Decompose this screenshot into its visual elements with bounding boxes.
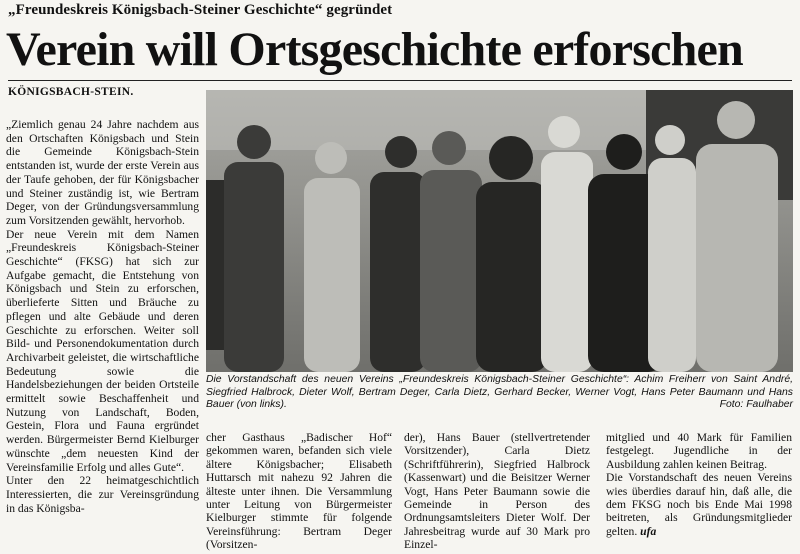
- paragraph-board: der), Hans Bauer (stellvertretender Vorsitzender), Carla Dietz (Schriftführerin), Siegfried Halbrock (Kassenwart) und die Beisitzer Werner Vogt, Hans Peter Baumann sowie die Gemeinde in Person des Ordnungsamtsleiters Dieter Wolf. Der Jahresbeitrag wurde auf 30 Mark pro Einzel-: [404, 431, 590, 552]
- group-photo: [206, 90, 793, 372]
- paragraph-fees: mitglied und 40 Mark für Familien festgelegt. Jugendliche in der Ausbildung zahlen keinen Beitrag.: [606, 431, 792, 471]
- headline: Verein will Ortsgeschichte erforschen: [6, 23, 743, 76]
- paragraph-goals: Der neue Verein mit dem Namen „Freundeskreis Königsbach-Steiner Geschichte“ (FKSG) hat sich zur Aufgabe gemacht, die Entstehung von Königsbach und Stein zu erforschen, überlieferte Sitten und Bräuche zu pflegen und alte Gebäude und deren Geschichte zu erforschen. Weiter soll Bild- und Personendokumentation durch Archivarbeit geleistet, die wirtschaftliche Bedeutung sowie die Handelsbeziehungen der beiden Ortsteile ermittelt sowie Beschaffenheit und Nutzung von Landschaft, Boden, Gestein, Flora und Fauna ergründet werden. Bürgermeister Bernd Kielburger wünschte „dem neuesten Kind der Vereinsfamilie Erfolg und alles Gute“.: [6, 227, 199, 474]
- paragraph-founding: [606, 471, 792, 538]
- article-column-2: [206, 431, 392, 552]
- photo-credit: Foto: Faulhaber: [719, 399, 793, 411]
- kicker: „Freundeskreis Königsbach-Steiner Geschichte“ gegründet: [8, 2, 393, 18]
- photo-caption: [206, 374, 793, 412]
- paragraph-founding-text: Die Vorstandschaft des neuen Vereins wies überdies darauf hin, daß alle, die dem FKSG noch bis Ende Mai 1998 beitreten, als Gründungsmitglieder gelten.: [606, 471, 792, 538]
- author-signature: ufa: [640, 524, 657, 538]
- paragraph-members: Unter den 22 heimatgeschichtlich Interessierten, die zur Vereinsgründung in das Königsba-: [6, 474, 199, 515]
- dateline: KÖNIGSBACH-STEIN.: [8, 86, 134, 98]
- article-column-3: [404, 431, 590, 552]
- paragraph-intro: „Ziemlich genau 24 Jahre nachdem aus den Ortschaften Königsbach und Stein die Gemeinde Königsbach-Stein entstanden ist, wurde der erste Verein aus der Taufe gehoben, der für Königsbacher und Steiner zuständig ist, wie Bertram Deger, von der Gründungsversammlung zum Vorsitzenden gewählt, hervorhob.: [6, 118, 199, 227]
- article-column-4: [606, 431, 792, 538]
- caption-text: Die Vorstandschaft des neuen Vereins „Freundeskreis Königsbach-Steiner Geschichte“: Achim Freiherr von Saint André, Siegfried Halbrock, Dieter Wolf, Bertram Deger, Carla Dietz, Gerhard Becker, Werner Vogt, Hans Peter Baumann und Hans Bauer (von links).: [206, 374, 793, 411]
- paragraph-meeting: cher Gasthaus „Badischer Hof“ gekommen waren, befanden sich viele ältere Königsbacher; Elisabeth Huttarsch mit nahezu 92 Jahren die älteste unter ihnen. Die Versammlung unter Leitung von Bürgermeister Kielburger stimmte für folgende Vereinsführung: Bertram Deger (Vorsitzen-: [206, 431, 392, 552]
- headline-rule: [8, 80, 792, 81]
- article-column-1: [6, 118, 199, 515]
